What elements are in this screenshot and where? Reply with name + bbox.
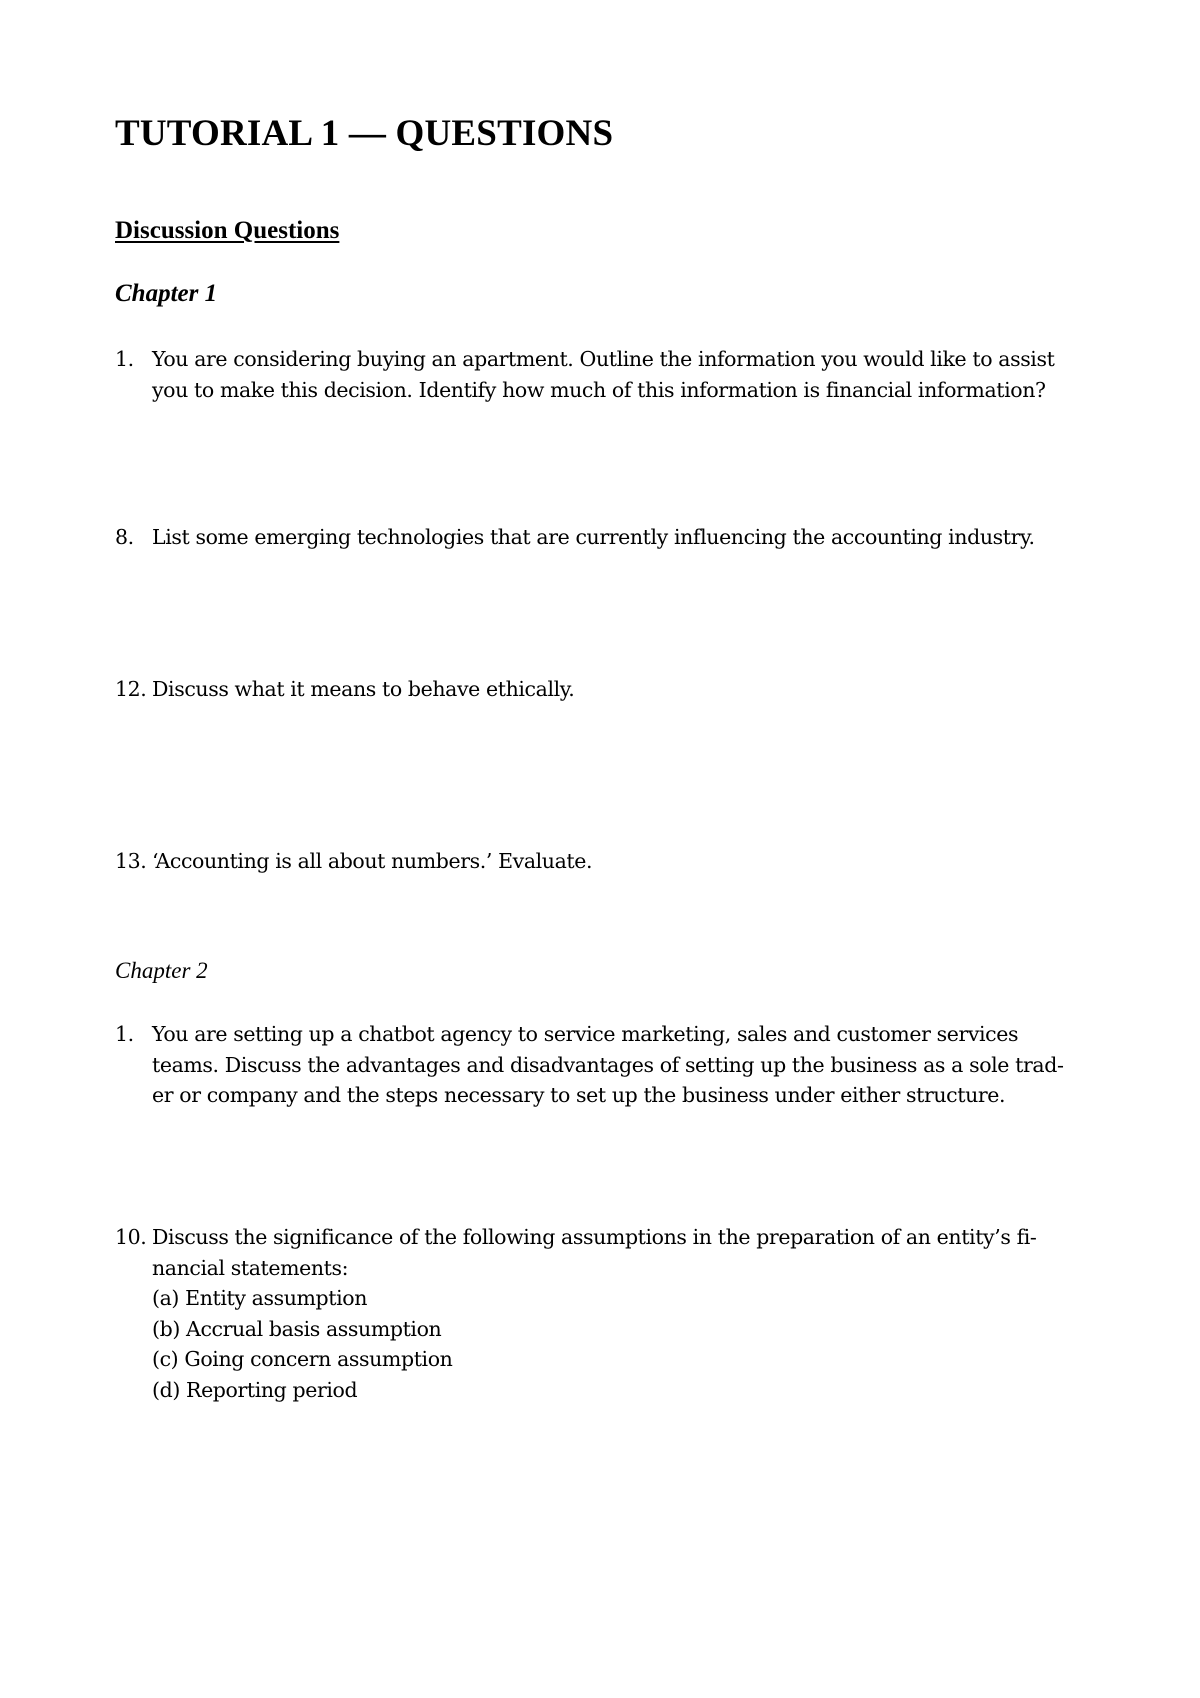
question-line: List some emerging technologies that are currently influencing the accounting industry. <box>152 525 1035 549</box>
question-line: (d) Reporting period <box>152 1377 358 1402</box>
chapter-1-heading: Chapter 1 <box>115 280 218 307</box>
question-line: teams. Discuss the advantages and disadvantages of setting up the business as a sole trad- <box>152 1052 1064 1077</box>
question-text <box>152 1019 1063 1111</box>
question-line: (b) Accrual basis assumption <box>152 1316 442 1341</box>
question-line: You are setting up a chatbot agency to service marketing, sales and customer services <box>152 1022 1019 1046</box>
question-text <box>152 1222 1036 1405</box>
question-line: Discuss what it means to behave ethically. <box>152 677 575 701</box>
question-number: 12. <box>115 677 147 701</box>
question-text <box>152 522 1035 553</box>
section-heading: Discussion Questions <box>115 217 340 244</box>
question-line: (a) Entity assumption <box>152 1286 367 1310</box>
question-number: 1. <box>115 347 134 371</box>
question-number: 1. <box>115 1022 134 1046</box>
question-line: (c) Going concern assumption <box>152 1347 453 1371</box>
question-line: Discuss the significance of the following assumptions in the preparation of an entity’s fi- <box>152 1225 1037 1249</box>
question-line: er or company and the steps necessary to set up the business under either structure. <box>152 1083 1006 1107</box>
question-line: nancial statements: <box>152 1255 349 1280</box>
question-line: you to make this decision. Identify how much of this information is financial information? <box>152 377 1046 402</box>
question-line: ‘Accounting is all about numbers.’ Evaluate. <box>152 849 593 873</box>
question-line: You are considering buying an apartment. Outline the information you would like to assist <box>152 347 1055 371</box>
question-number: 13. <box>115 849 147 873</box>
question-text <box>152 674 574 705</box>
question-text <box>152 344 1054 405</box>
question-text <box>152 846 592 877</box>
chapter-2-heading: Chapter 2 <box>115 958 208 983</box>
question-number: 8. <box>115 525 134 549</box>
page-title: TUTORIAL 1 — QUESTIONS <box>115 113 614 154</box>
question-number: 10. <box>115 1225 147 1249</box>
